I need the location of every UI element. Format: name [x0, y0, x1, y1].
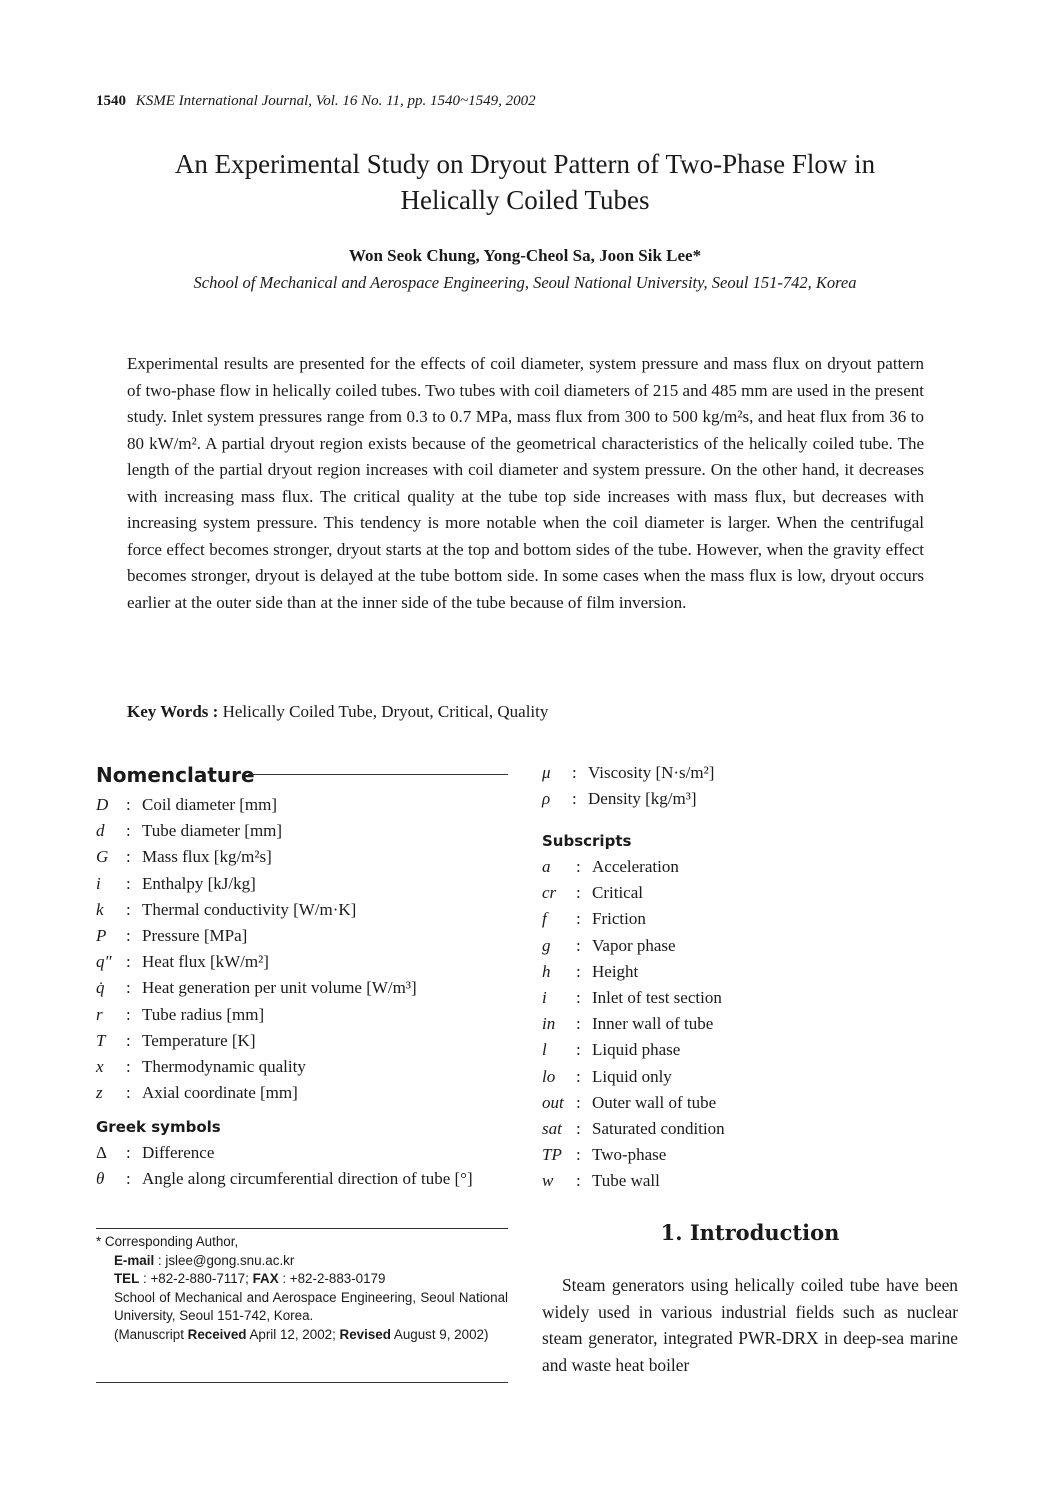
symbol-description: Tube diameter [mm] [142, 821, 283, 841]
symbol-description: Temperature [K] [142, 1030, 256, 1050]
symbol-description: Axial coordinate [mm] [142, 1083, 298, 1103]
symbol-description: Liquid phase [592, 1040, 681, 1060]
symbol-description: Heat flux [kW/m²] [142, 952, 269, 972]
symbol-description: Thermodynamic quality [142, 1056, 306, 1076]
symbol-description: Critical [592, 883, 643, 903]
subscript-row: w : Tube wall [542, 1168, 962, 1194]
symbol: k [96, 899, 104, 919]
nomenclature-row: i : Enthalpy [kJ/kg] [96, 871, 508, 897]
nomenclature-rule [248, 774, 508, 775]
symbol: D [96, 795, 109, 815]
nomenclature-row: d : Tube diameter [mm] [96, 818, 508, 844]
title-line-1: An Experimental Study on Dryout Pattern of Two-Phase Flow in [174, 149, 876, 179]
keywords-text: Helically Coiled Tube, Dryout, Critical, Quality [222, 702, 549, 721]
introduction-text: Steam generators using helically coiled tube have been widely used in various industrial fields such as nuclear steam generator, integrated PWR-DRX in deep-sea marine and waste heat boiler [542, 1275, 958, 1375]
subscript-row: cr : Critical [542, 880, 962, 906]
symbol-description: Heat generation per unit volume [W/m³] [142, 978, 417, 998]
subscript-row: sat : Saturated condition [542, 1116, 962, 1142]
symbol-description: Liquid only [592, 1066, 672, 1086]
subscript-row: in : Inner wall of tube [542, 1011, 962, 1037]
symbol: P [96, 926, 107, 946]
manuscript-dates: (Manuscript Received April 12, 2002; Revised August 9, 2002) [114, 1326, 489, 1342]
nomenclature-row: T : Temperature [K] [96, 1028, 508, 1054]
symbol: q̇ [96, 978, 105, 998]
nomenclature-row: x : Thermodynamic quality [96, 1054, 508, 1080]
symbol: z [96, 1083, 103, 1103]
nomenclature-row: P : Pressure [MPa] [96, 923, 508, 949]
symbol: lo [542, 1066, 556, 1086]
greek-symbols-continued [542, 760, 962, 812]
symbol: x [96, 1056, 104, 1076]
footnote-rule [96, 1228, 508, 1229]
footnote-rule-bottom [96, 1382, 508, 1383]
greek-symbols-heading: Greek symbols [96, 1118, 221, 1136]
symbol-description: Saturated condition [592, 1118, 725, 1138]
symbol: sat [542, 1118, 562, 1138]
affiliation: School of Mechanical and Aerospace Engineering, Seoul National University, Seoul 151-742, Korea [193, 273, 857, 292]
greek-row: Δ : Difference [96, 1140, 508, 1166]
introduction-paragraph [542, 1272, 958, 1378]
email-label: E-mail [114, 1252, 155, 1268]
nomenclature-row: q̇ : Heat generation per unit volume [W/m³] [96, 975, 508, 1001]
symbol: ρ [542, 789, 551, 809]
symbol: w [542, 1171, 554, 1191]
running-header [96, 93, 536, 110]
subscripts-heading: Subscripts [542, 832, 632, 850]
subscript-row: f : Friction [542, 906, 962, 932]
symbol: T [96, 1030, 106, 1050]
symbol: G [96, 847, 109, 867]
nomenclature-row: q″ : Heat flux [kW/m²] [96, 949, 508, 975]
symbol-description: Inlet of test section [592, 988, 722, 1008]
greek-symbols-list [96, 1140, 508, 1192]
symbol-description: Enthalpy [kJ/kg] [142, 873, 256, 893]
received-date: April 12, 2002; [246, 1326, 340, 1342]
author-address: School of Mechanical and Aerospace Engineering, Seoul National University, Seoul 151-742, Korea. [114, 1289, 508, 1324]
symbol-description: Vapor phase [592, 935, 676, 955]
authors: Won Seok Chung, Yong-Cheol Sa, Joon Sik Lee* [348, 246, 702, 265]
symbol-description: Height [592, 961, 639, 981]
received-label: Received [187, 1326, 247, 1342]
symbol: h [542, 961, 551, 981]
keywords-label: Key Words : [127, 702, 219, 721]
subscript-row: out : Outer wall of tube [542, 1090, 962, 1116]
symbol-description: Tube radius [mm] [142, 1004, 265, 1024]
nomenclature-row: G : Mass flux [kg/m²s] [96, 844, 508, 870]
journal-citation: KSME International Journal, Vol. 16 No. 11, pp. 1540~1549, 2002 [135, 93, 536, 109]
tel-label: TEL [114, 1271, 140, 1287]
email-line [96, 1252, 508, 1271]
revised-date: August 9, 2002) [390, 1326, 489, 1342]
title-line-2: Helically Coiled Tubes [400, 185, 650, 215]
symbol-description: Density [kg/m³] [588, 789, 697, 809]
greek-row: μ : Viscosity [N·s/m²] [542, 760, 962, 786]
nomenclature-heading [96, 763, 508, 789]
symbol: d [96, 821, 105, 841]
symbol-description: Angle along circumferential direction of tube [°] [142, 1169, 473, 1189]
page-number: 1540 [96, 93, 126, 109]
symbol: i [542, 988, 547, 1008]
nomenclature-title: Nomenclature [96, 763, 255, 787]
symbol: q″ [96, 952, 112, 972]
fax-label: FAX [252, 1271, 279, 1287]
symbol-description: Acceleration [592, 857, 679, 877]
symbol: g [542, 935, 551, 955]
corresponding-author: * Corresponding Author, [96, 1234, 239, 1249]
nomenclature-row: z : Axial coordinate [mm] [96, 1080, 508, 1106]
symbol: a [542, 857, 551, 877]
abstract: Experimental results are presented for the effects of coil diameter, system pressure and mass flux on dryout pattern of two-phase flow in helically coiled tubes. Two tubes with coil diameters of 215 and 485 mm are used in the present study. Inlet system pressures range from 0.3 to 0.7 MPa, mass flux from 300 to 500 kg/m²s, and heat flux from 36 to 80 kW/m². A partial dryout region exists because of the geometrical characteristics of the helically coiled tube. The length of the partial dryout region increases with coil diameter and system pressure. On the other hand, it decreases with increasing mass flux. The critical quality at the tube top side increases with mass flux, but decreases with increasing system pressure. This tendency is more notable when the coil diameter is larger. When the centrifugal force effect becomes stronger, dryout starts at the top and bottom sides of the tube. However, when the gravity effect becomes stronger, dryout is delayed at the tube bottom side. In some cases when the mass flux is low, dryout occurs earlier at the outer side than at the inner side of the tube because of film inversion. [127, 354, 924, 612]
symbol: out [542, 1092, 564, 1112]
email-address: : jslee@gong.snu.ac.kr [154, 1252, 295, 1268]
keywords [127, 702, 548, 722]
symbol: l [542, 1040, 547, 1060]
symbol: Δ [96, 1143, 107, 1163]
symbol: TP [542, 1145, 562, 1165]
symbol-description: Pressure [MPa] [142, 926, 248, 946]
section-heading-introduction: 1. Introduction [660, 1220, 840, 1245]
tel-fax-line [96, 1270, 508, 1289]
nomenclature-row: k : Thermal conductivity [W/m·K] [96, 897, 508, 923]
nomenclature-list [96, 792, 508, 1106]
subscript-row: h : Height [542, 959, 962, 985]
footnote [96, 1233, 508, 1345]
subscript-row: TP : Two-phase [542, 1142, 962, 1168]
nomenclature-row: r : Tube radius [mm] [96, 1002, 508, 1028]
symbol-description: Inner wall of tube [592, 1014, 714, 1034]
symbol-description: Mass flux [kg/m²s] [142, 847, 272, 867]
symbol-description: Outer wall of tube [592, 1092, 717, 1112]
symbol-description: Coil diameter [mm] [142, 795, 278, 815]
symbol-description: Thermal conductivity [W/m·K] [142, 899, 357, 919]
symbol: μ [542, 763, 551, 783]
subscript-row: g : Vapor phase [542, 933, 962, 959]
symbol-description: Viscosity [N·s/m²] [588, 763, 715, 783]
symbol-description: Friction [592, 909, 646, 929]
subscripts-list [542, 854, 962, 1194]
fax-number: : +82-2-883-0179 [278, 1271, 386, 1287]
symbol: θ [96, 1169, 105, 1189]
subscript-row: lo : Liquid only [542, 1064, 962, 1090]
symbol: r [96, 1004, 103, 1024]
paper-title [60, 146, 990, 218]
symbol-description: Difference [142, 1143, 215, 1163]
subscript-row: l : Liquid phase [542, 1037, 962, 1063]
revised-label: Revised [339, 1326, 391, 1342]
tel-number: : +82-2-880-7117; [139, 1271, 253, 1287]
subscript-row: i : Inlet of test section [542, 985, 962, 1011]
symbol-description: Tube wall [592, 1171, 660, 1191]
greek-row: θ : Angle along circumferential direction of tube [°] [96, 1166, 508, 1192]
subscript-row: a : Acceleration [542, 854, 962, 880]
symbol: cr [542, 883, 557, 903]
symbol: f [542, 909, 547, 929]
symbol: i [96, 873, 101, 893]
greek-row: ρ : Density [kg/m³] [542, 786, 962, 812]
symbol: in [542, 1014, 556, 1034]
nomenclature-row: D : Coil diameter [mm] [96, 792, 508, 818]
symbol-description: Two-phase [592, 1145, 667, 1165]
